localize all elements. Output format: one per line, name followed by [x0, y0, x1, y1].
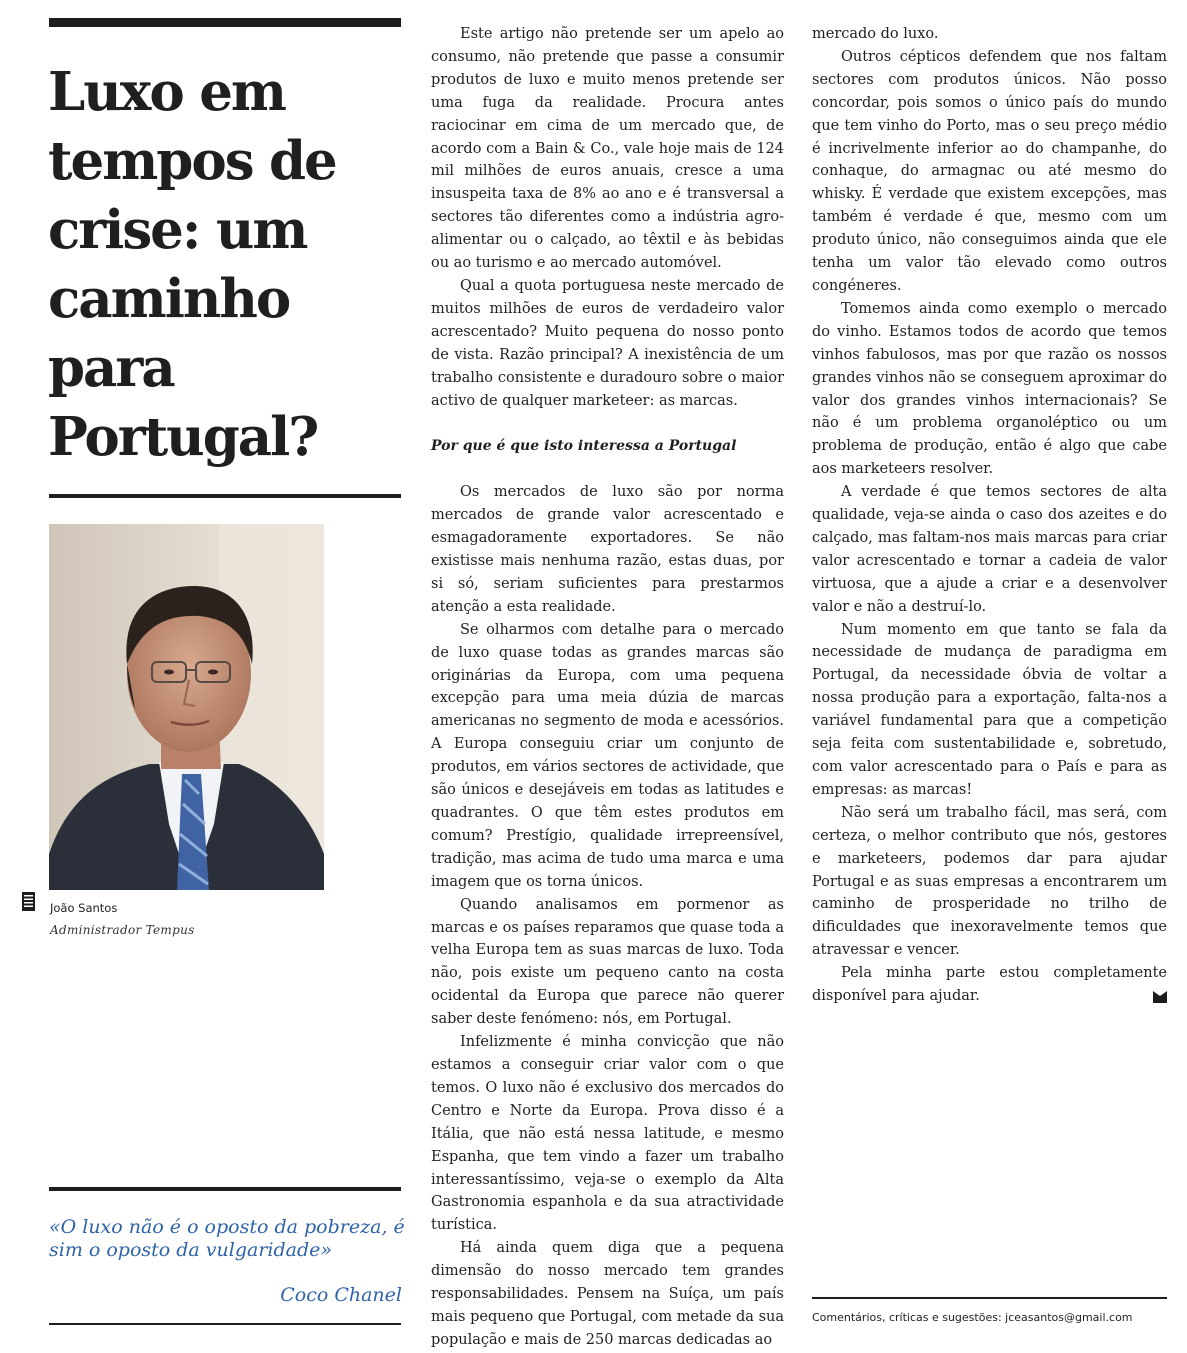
paragraph: Este artigo não pretende ser um apelo ao consumo, não pretende que passe a consumir produtos de luxo e muito menos pretende ser uma fuga da realidade. Procura antes raciocinar em cima de um mercado que, de acordo com a Bain & Co., vale hoje mais de 124 mil milhões de euros anuais, cresce a uma insuspeita taxa de 8% ao ano e é transversal a sectores tão diferentes como a indústria agro-alimentar ou o calçado, ao têxtil e às bebidas ou ao turismo e ao mercado automóvel. [431, 26, 784, 272]
author-photo [49, 524, 324, 890]
paragraph: Outros cépticos defendem que nos faltam sectores com produtos únicos. Não posso concordar, pois somos o único país do mundo que tem vinho do Porto, mas o seu preço médio é incrivelmente inferior ao do champanhe, do conhaque, do armagnac ou até mesmo do whisky. É verdade que existem excepções, mas também é verdade é que, mesmo com um produto único, não conseguimos ainda que ele tenha um valor tão elevado como outros congéneres. [812, 48, 1167, 294]
last-paragraph [812, 962, 1167, 1008]
paragraph: Não será um trabalho fácil, mas será, com certeza, o melhor contributo que nós, gestores e marketeers, podemos dar para ajudar Portugal e as suas empresas a encontrarem um caminho de prosperidade no trilho de dificuldades que inexoravelmente temos que atravessar e vencer. [812, 804, 1167, 959]
paragraph: Tomemos ainda como exemplo o mercado do vinho. Estamos todos de acordo que temos vinhos fabulosos, mas por que razão os nossos grandes vinhos não se conseguem aproximar do valor dos grandes vinhos internacionais? Se não é um problema organoléptico ou um problema de produção, então é algo que cabe aos marketeers resolver. [812, 300, 1167, 478]
section-subheading: Por que é que isto interessa a Portugal [431, 438, 737, 455]
paragraph: Os mercados de luxo são por norma mercados de grande valor acrescentado e esmagadoramente exportadores. Se não existisse mais nenhuma razão, estas duas, por si só, seriam suficientes para prestarmos atenção a esta realidade. [431, 484, 784, 615]
pull-quote: «O luxo não é o oposto da pobreza, é sim o oposto da vulgaridade» [49, 1216, 405, 1261]
paragraph: Há ainda quem diga que a pequena dimensão do nosso mercado tem grandes responsabilidades. Pensem na Suíça, um país mais pequeno que Portugal, com metade da sua população e mais de 250 marcas dedicadas ao [431, 1240, 784, 1348]
footer-rule [812, 1297, 1167, 1299]
top-rule [49, 18, 401, 27]
end-of-article-icon [1153, 991, 1167, 1003]
paragraph: Se olharmos com detalhe para o mercado de luxo quase todas as grandes marcas são originárias da Europa, com uma pequena excepção para uma meia dúzia de marcas americanas no segmento de moda e acessórios. A Europa conseguiu criar um conjunto de produtos, em vários sectores de actividade, que são únicos e desejáveis em todas as latitudes e quadrantes. O que têm estes produtos em comum? Prestígio, qualidade irrepreensível, tradição, mas acima de tudo uma marca e uma imagem que os torna únicos. [431, 621, 784, 890]
paragraph: A verdade é que temos sectores de alta qualidade, veja-se ainda o caso dos azeites e do calçado, mas faltam-nos mais marcas para criar valor acrescentado e tornar a cadeia de valor virtuosa, que a ajude a criar e a desenvolver valor e não a destruí-lo. [812, 484, 1167, 615]
paragraph: Infelizmente é minha convicção que não estamos a conseguir criar valor com o que temos. O luxo não é exclusivo dos mercados do Centro e Norte da Europa. Prova disso é a Itália, que não está nessa latitude, e mesmo Espanha, que tem vindo a fazer um trabalho interessantíssimo, veja-se o exemplo da Alta Gastronomia espanhola e da sua atractividade turística. [431, 1034, 784, 1234]
paragraph: Qual a quota portuguesa neste mercado de muitos milhões de euros de verdadeiro valor acrescentado? Muito pequena do nosso ponto de vista. Razão principal? A inexistência de um trabalho consistente e duradouro sobre o maior activo de qualquer marketeer: as marcas. [431, 277, 784, 409]
paragraph: Num momento em que tanto se fala da necessidade de mudança de paradigma em Portugal, da necessidade óbvia de voltar a nossa produção para a exportação, falta-nos a variável fundamental para que a competição seja feita com sustentabilidade e, sobretudo, com valor acrescentado para o País e para as empresas: as marcas! [812, 621, 1167, 798]
paragraph: mercado do luxo. [812, 26, 939, 42]
headline-divider [49, 494, 401, 498]
footer-contact: Comentários, críticas e sugestões: jceasantos@gmail.com [812, 1311, 1133, 1324]
article-column-1 [431, 23, 784, 1352]
column-icon [22, 892, 35, 911]
bottom-rule [49, 1323, 401, 1325]
quote-divider [49, 1187, 401, 1191]
author-name: João Santos [50, 901, 118, 915]
author-role: Administrador Tempus [50, 923, 195, 937]
article-headline: Luxo em tempos de crise: um caminho para Portugal? [48, 61, 336, 468]
article-column-2 [812, 23, 1167, 1008]
paragraph: Quando analisamos em pormenor as marcas e os países reparamos que quase toda a velha Europa tem as suas marcas de luxo. Toda não, pois existe um pequeno canto na costa ocidental da Europa que parece não querer saber deste fenómeno: nós, em Portugal. [431, 896, 784, 1028]
paragraph-text: Pela minha parte estou completamente disponível para ajudar. [812, 965, 1167, 1005]
quote-author: Coco Chanel [280, 1284, 402, 1306]
